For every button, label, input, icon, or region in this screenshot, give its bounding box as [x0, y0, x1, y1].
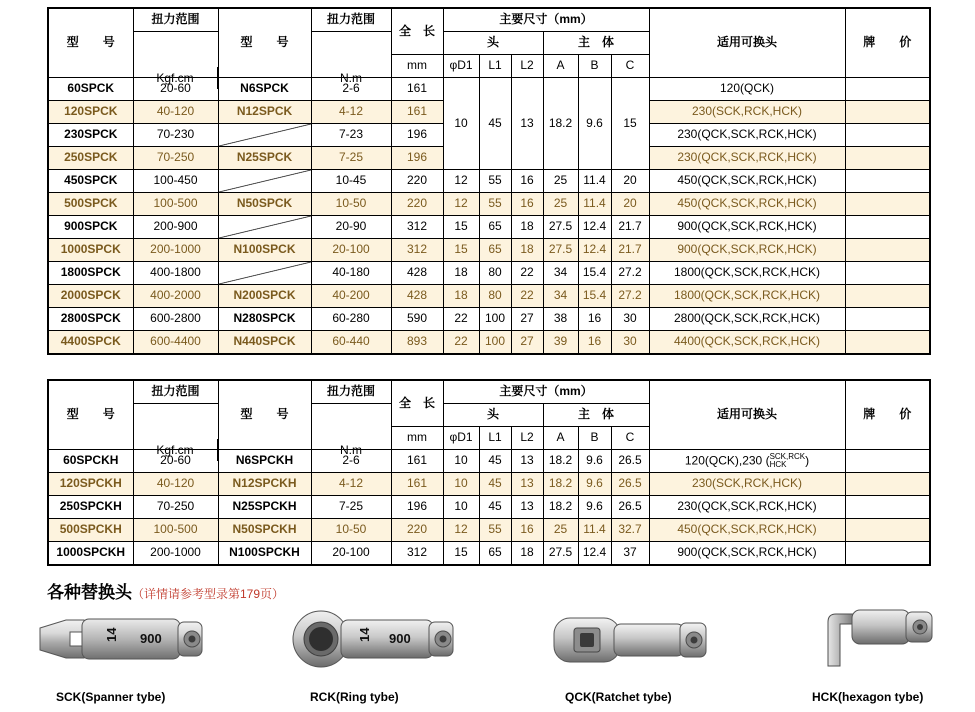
cell-fit-main: 120(QCK),230 (: [684, 453, 770, 468]
cell-c: 20: [611, 170, 649, 193]
hck-hexagon-head-icon: [800, 600, 950, 680]
cell-torque: 70-230: [133, 124, 218, 147]
cell-c: 26.5: [611, 450, 649, 473]
cell-l2: 18: [511, 542, 543, 566]
section-title-text: 各种替换头: [47, 583, 132, 602]
cell-model2: N50SPCK: [218, 193, 311, 216]
th-torque2: 扭力范围: [311, 8, 391, 32]
table-row: [48, 331, 930, 355]
cell-length: 220: [391, 193, 443, 216]
unit-l2: L2: [511, 427, 543, 450]
th-model: 型 号: [48, 8, 133, 78]
cell-model: 120SPCKH: [48, 473, 133, 496]
cell-length: 428: [391, 285, 443, 308]
cell-price: [845, 78, 930, 101]
cell-l2: 13: [511, 473, 543, 496]
cell-a: 27.5: [543, 542, 578, 566]
cell-fit: 120(QCK): [649, 78, 845, 101]
cell-l1: 45: [479, 78, 511, 170]
cell-model2: N200SPCK: [218, 285, 311, 308]
cell-torque: 200-1000: [133, 542, 218, 566]
cell-a: 18.2: [543, 473, 578, 496]
cell-c: 20: [611, 193, 649, 216]
cell-length: 220: [391, 170, 443, 193]
cell-model2: N280SPCK: [218, 308, 311, 331]
cell-l2: 18: [511, 239, 543, 262]
cell-b: 12.4: [578, 542, 611, 566]
cell-torque: 70-250: [133, 147, 218, 170]
cell-a: 25: [543, 519, 578, 542]
cell-d1: 10: [443, 450, 479, 473]
cell-model2: N6SPCKH: [218, 450, 311, 473]
cell-l1: 65: [479, 542, 511, 566]
rck-caption: RCK(Ring tybe): [310, 690, 399, 704]
cell-a: 18.2: [543, 450, 578, 473]
unit-l1: L1: [479, 427, 511, 450]
cell-fit: 230(QCK,SCK,RCK,HCK): [649, 147, 845, 170]
cell-torque2: 7-25: [311, 147, 391, 170]
cell-torque: 40-120: [133, 101, 218, 124]
th-main-dim: 主要尺寸（mm）: [443, 380, 649, 404]
cell-d1: 12: [443, 170, 479, 193]
table-row: [48, 216, 930, 239]
cell-price: [845, 239, 930, 262]
table-row: [48, 239, 930, 262]
cell-a: 38: [543, 308, 578, 331]
cell-l2: 22: [511, 285, 543, 308]
cell-torque2: 60-440: [311, 331, 391, 355]
cell-price: [845, 285, 930, 308]
replacement-heads: [0, 598, 975, 712]
cell-torque2: 7-23: [311, 124, 391, 147]
unit-a: A: [543, 55, 578, 78]
cell-torque2: 20-100: [311, 542, 391, 566]
cell-d1: 18: [443, 262, 479, 285]
cell-price: [845, 101, 930, 124]
cell-a: 34: [543, 285, 578, 308]
th-body: 主 体: [543, 404, 649, 427]
cell-length: 312: [391, 542, 443, 566]
cell-l2: 18: [511, 216, 543, 239]
rck-ring-head-icon: [285, 606, 475, 678]
cell-c: 32.7: [611, 519, 649, 542]
cell-torque2: 60-280: [311, 308, 391, 331]
cell-price: [845, 193, 930, 216]
cell-model2: N25SPCK: [218, 147, 311, 170]
cell-model2: N25SPCKH: [218, 496, 311, 519]
cell-price: [845, 450, 930, 473]
cell-model2: N6SPCK: [218, 78, 311, 101]
cell-torque2: 10-50: [311, 519, 391, 542]
cell-a: 39: [543, 331, 578, 355]
cell-torque2: 40-200: [311, 285, 391, 308]
cell-fit: 230(SCK,RCK,HCK): [649, 473, 845, 496]
unit-l1: L1: [479, 55, 511, 78]
cell-model2-empty: [218, 262, 311, 285]
cell-l1: 65: [479, 239, 511, 262]
cell-model: 1800SPCK: [48, 262, 133, 285]
cell-d1: 12: [443, 519, 479, 542]
cell-fit: 4400(QCK,SCK,RCK,HCK): [649, 331, 845, 355]
cell-a: 27.5: [543, 239, 578, 262]
th-main-dim: 主要尺寸（mm）: [443, 8, 649, 32]
th-torque2: 扭力范围: [311, 380, 391, 404]
th-head: 头: [443, 404, 543, 427]
cell-torque2: 4-12: [311, 473, 391, 496]
cell-model2: N100SPCK: [218, 239, 311, 262]
unit-nm: N.m: [340, 71, 362, 85]
cell-a: 25: [543, 170, 578, 193]
cell-fit: 450(QCK,SCK,RCK,HCK): [649, 519, 845, 542]
cell-d1: 12: [443, 193, 479, 216]
cell-c: 30: [611, 331, 649, 355]
cell-b: 9.6: [578, 473, 611, 496]
cell-a: 25: [543, 193, 578, 216]
unit-c: C: [611, 55, 649, 78]
unit-d1: φD1: [443, 427, 479, 450]
unit-l2: L2: [511, 55, 543, 78]
cell-l2: 27: [511, 308, 543, 331]
cell-l1: 80: [479, 262, 511, 285]
cell-model: 2000SPCK: [48, 285, 133, 308]
cell-fit: 900(QCK,SCK,RCK,HCK): [649, 542, 845, 566]
svg-text:900: 900: [140, 631, 162, 646]
cell-c: 21.7: [611, 239, 649, 262]
cell-fit: 230(SCK,RCK,HCK): [649, 101, 845, 124]
cell-fit: 230(QCK,SCK,RCK,HCK): [649, 124, 845, 147]
th-length: 全 长: [391, 380, 443, 427]
cell-model: 60SPCK: [48, 78, 133, 101]
cell-l2: 16: [511, 519, 543, 542]
cell-length: 590: [391, 308, 443, 331]
cell-torque: 400-2000: [133, 285, 218, 308]
cell-model: 4400SPCK: [48, 331, 133, 355]
table-row: [48, 285, 930, 308]
th-torque: 扭力范围: [133, 380, 218, 404]
cell-a: 18.2: [543, 496, 578, 519]
cell-model: 250SPCK: [48, 147, 133, 170]
cell-price: [845, 473, 930, 496]
spec-table-spck: [47, 7, 931, 355]
cell-c: 15: [611, 78, 649, 170]
cell-fit: [649, 450, 845, 473]
th-body: 主 体: [543, 32, 649, 55]
cell-l1: 55: [479, 193, 511, 216]
cell-d1: 15: [443, 542, 479, 566]
cell-model: 120SPCK: [48, 101, 133, 124]
cell-b: 12.4: [578, 239, 611, 262]
cell-l2: 13: [511, 496, 543, 519]
sck-caption: SCK(Spanner tybe): [56, 690, 166, 704]
cell-b: 9.6: [578, 78, 611, 170]
cell-l2: 13: [511, 450, 543, 473]
cell-model: 900SPCK: [48, 216, 133, 239]
cell-fit: 1800(QCK,SCK,RCK,HCK): [649, 262, 845, 285]
cell-c: 27.2: [611, 285, 649, 308]
cell-l1: 65: [479, 216, 511, 239]
table-row: [48, 519, 930, 542]
cell-torque: 100-500: [133, 519, 218, 542]
table-row: [48, 262, 930, 285]
cell-l1: 45: [479, 450, 511, 473]
cell-d1: 15: [443, 239, 479, 262]
cell-b: 9.6: [578, 496, 611, 519]
qck-ratchet-head-icon: [540, 608, 730, 678]
table-row: [48, 496, 930, 519]
cell-fit: 230(QCK,SCK,RCK,HCK): [649, 496, 845, 519]
cell-length: 196: [391, 124, 443, 147]
cell-price: [845, 331, 930, 355]
cell-length: 196: [391, 496, 443, 519]
unit-b: B: [578, 427, 611, 450]
cell-torque: 200-1000: [133, 239, 218, 262]
cell-model: 450SPCK: [48, 170, 133, 193]
cell-l1: 45: [479, 496, 511, 519]
cell-b: 11.4: [578, 170, 611, 193]
cell-torque: 70-250: [133, 496, 218, 519]
cell-torque: 40-120: [133, 473, 218, 496]
cell-b: 16: [578, 331, 611, 355]
cell-c: 26.5: [611, 496, 649, 519]
cell-d1: 10: [443, 496, 479, 519]
unit-kgfcm: Kgf.cm: [133, 67, 218, 89]
svg-text:900: 900: [389, 631, 411, 646]
cell-l2: 16: [511, 170, 543, 193]
table2-header-row-1: [48, 380, 930, 404]
cell-b: 9.6: [578, 450, 611, 473]
table1-header-row-1: [48, 8, 930, 32]
cell-price: [845, 216, 930, 239]
cell-fit: 1800(QCK,SCK,RCK,HCK): [649, 285, 845, 308]
cell-torque2: 10-50: [311, 193, 391, 216]
cell-b: 11.4: [578, 193, 611, 216]
cell-torque: 100-450: [133, 170, 218, 193]
cell-price: [845, 262, 930, 285]
cell-torque2: 2-6: [311, 450, 391, 473]
cell-model: 1000SPCKH: [48, 542, 133, 566]
cell-c: 26.5: [611, 473, 649, 496]
th-price: 牌 价: [845, 8, 930, 78]
cell-a: 18.2: [543, 78, 578, 170]
cell-l1: 100: [479, 308, 511, 331]
cell-model2: N12SPCK: [218, 101, 311, 124]
cell-fit-note: SCK,RCK HCK: [769, 451, 806, 469]
cell-l2: 16: [511, 193, 543, 216]
cell-length: 312: [391, 216, 443, 239]
cell-model: 60SPCKH: [48, 450, 133, 473]
cell-b: 15.4: [578, 285, 611, 308]
hck-caption: HCK(hexagon tybe): [812, 690, 924, 704]
th-fit-head: 适用可换头: [649, 380, 845, 450]
cell-b: 16: [578, 308, 611, 331]
cell-l1: 45: [479, 473, 511, 496]
table-row: [48, 473, 930, 496]
cell-torque: 100-500: [133, 193, 218, 216]
table-row: [48, 193, 930, 216]
cell-torque: 400-1800: [133, 262, 218, 285]
cell-fit: 900(QCK,SCK,RCK,HCK): [649, 239, 845, 262]
table-row: [48, 542, 930, 566]
svg-text:14: 14: [104, 627, 119, 642]
svg-text:14: 14: [357, 627, 372, 642]
cell-length: 161: [391, 78, 443, 101]
section-subtitle: （详情请参考型录第179页）: [132, 587, 285, 601]
th-price: 牌 价: [845, 380, 930, 450]
cell-model: 230SPCK: [48, 124, 133, 147]
th-model: 型 号: [48, 380, 133, 450]
cell-model: 250SPCKH: [48, 496, 133, 519]
unit-kgfcm-2: Kgf.cm: [133, 439, 218, 461]
cell-d1: 10: [443, 78, 479, 170]
cell-torque: 600-2800: [133, 308, 218, 331]
th-model2: 型 号: [218, 8, 311, 78]
cell-model2-empty: [218, 170, 311, 193]
unit-c: C: [611, 427, 649, 450]
unit-nm-2: N.m: [340, 443, 362, 457]
th-fit-head: 适用可换头: [649, 8, 845, 78]
cell-torque2: 7-25: [311, 496, 391, 519]
cell-model: 2800SPCK: [48, 308, 133, 331]
cell-length: 161: [391, 450, 443, 473]
unit-b: B: [578, 55, 611, 78]
cell-l1: 100: [479, 331, 511, 355]
cell-a: 27.5: [543, 216, 578, 239]
unit-mm: mm: [391, 427, 443, 450]
table-row: [48, 308, 930, 331]
cell-l2: 27: [511, 331, 543, 355]
cell-torque: 20-60: [133, 78, 218, 101]
cell-d1: 22: [443, 331, 479, 355]
cell-price: [845, 170, 930, 193]
cell-length: 893: [391, 331, 443, 355]
cell-l1: 55: [479, 519, 511, 542]
th-length: 全 长: [391, 8, 443, 55]
cell-length: 220: [391, 519, 443, 542]
cell-torque: 200-900: [133, 216, 218, 239]
cell-d1: 18: [443, 285, 479, 308]
cell-model2-empty: [218, 124, 311, 147]
cell-model: 1000SPCK: [48, 239, 133, 262]
cell-c: 30: [611, 308, 649, 331]
cell-b: 11.4: [578, 519, 611, 542]
cell-l1: 80: [479, 285, 511, 308]
cell-length: 428: [391, 262, 443, 285]
cell-b: 12.4: [578, 216, 611, 239]
cell-fit-tail: ): [805, 453, 810, 468]
th-head: 头: [443, 32, 543, 55]
cell-price: [845, 124, 930, 147]
spec-table-spckh: [47, 379, 931, 566]
table-row: [48, 170, 930, 193]
cell-c: 37: [611, 542, 649, 566]
cell-torque2: 40-180: [311, 262, 391, 285]
cell-a: 34: [543, 262, 578, 285]
cell-fit: 2800(QCK,SCK,RCK,HCK): [649, 308, 845, 331]
cell-fit: 450(QCK,SCK,RCK,HCK): [649, 170, 845, 193]
cell-length: 161: [391, 473, 443, 496]
th-torque: 扭力范围: [133, 8, 218, 32]
cell-torque2: 2-6: [311, 78, 391, 101]
unit-a: A: [543, 427, 578, 450]
cell-price: [845, 542, 930, 566]
cell-torque2: 10-45: [311, 170, 391, 193]
cell-c: 21.7: [611, 216, 649, 239]
cell-model2: N12SPCKH: [218, 473, 311, 496]
cell-torque2: 20-90: [311, 216, 391, 239]
cell-model2-empty: [218, 216, 311, 239]
cell-model: 500SPCKH: [48, 519, 133, 542]
cell-torque: 20-60: [133, 450, 218, 473]
cell-d1: 15: [443, 216, 479, 239]
cell-torque2: 4-12: [311, 101, 391, 124]
qck-caption: QCK(Ratchet tybe): [565, 690, 672, 704]
th-model2: 型 号: [218, 380, 311, 450]
cell-model2: N100SPCKH: [218, 542, 311, 566]
cell-price: [845, 496, 930, 519]
cell-l1: 55: [479, 170, 511, 193]
cell-d1: 22: [443, 308, 479, 331]
cell-price: [845, 308, 930, 331]
cell-l2: 13: [511, 78, 543, 170]
cell-c: 27.2: [611, 262, 649, 285]
cell-l2: 22: [511, 262, 543, 285]
cell-model: 500SPCK: [48, 193, 133, 216]
unit-mm: mm: [391, 55, 443, 78]
cell-price: [845, 147, 930, 170]
cell-length: 161: [391, 101, 443, 124]
cell-b: 15.4: [578, 262, 611, 285]
cell-torque: 600-4400: [133, 331, 218, 355]
cell-fit: 450(QCK,SCK,RCK,HCK): [649, 193, 845, 216]
cell-fit: 900(QCK,SCK,RCK,HCK): [649, 216, 845, 239]
cell-model2: N50SPCKH: [218, 519, 311, 542]
cell-price: [845, 519, 930, 542]
cell-torque2: 20-100: [311, 239, 391, 262]
cell-model2: N440SPCK: [218, 331, 311, 355]
unit-d1: φD1: [443, 55, 479, 78]
sck-spanner-head-icon: [32, 606, 222, 678]
cell-length: 196: [391, 147, 443, 170]
cell-length: 312: [391, 239, 443, 262]
cell-d1: 10: [443, 473, 479, 496]
